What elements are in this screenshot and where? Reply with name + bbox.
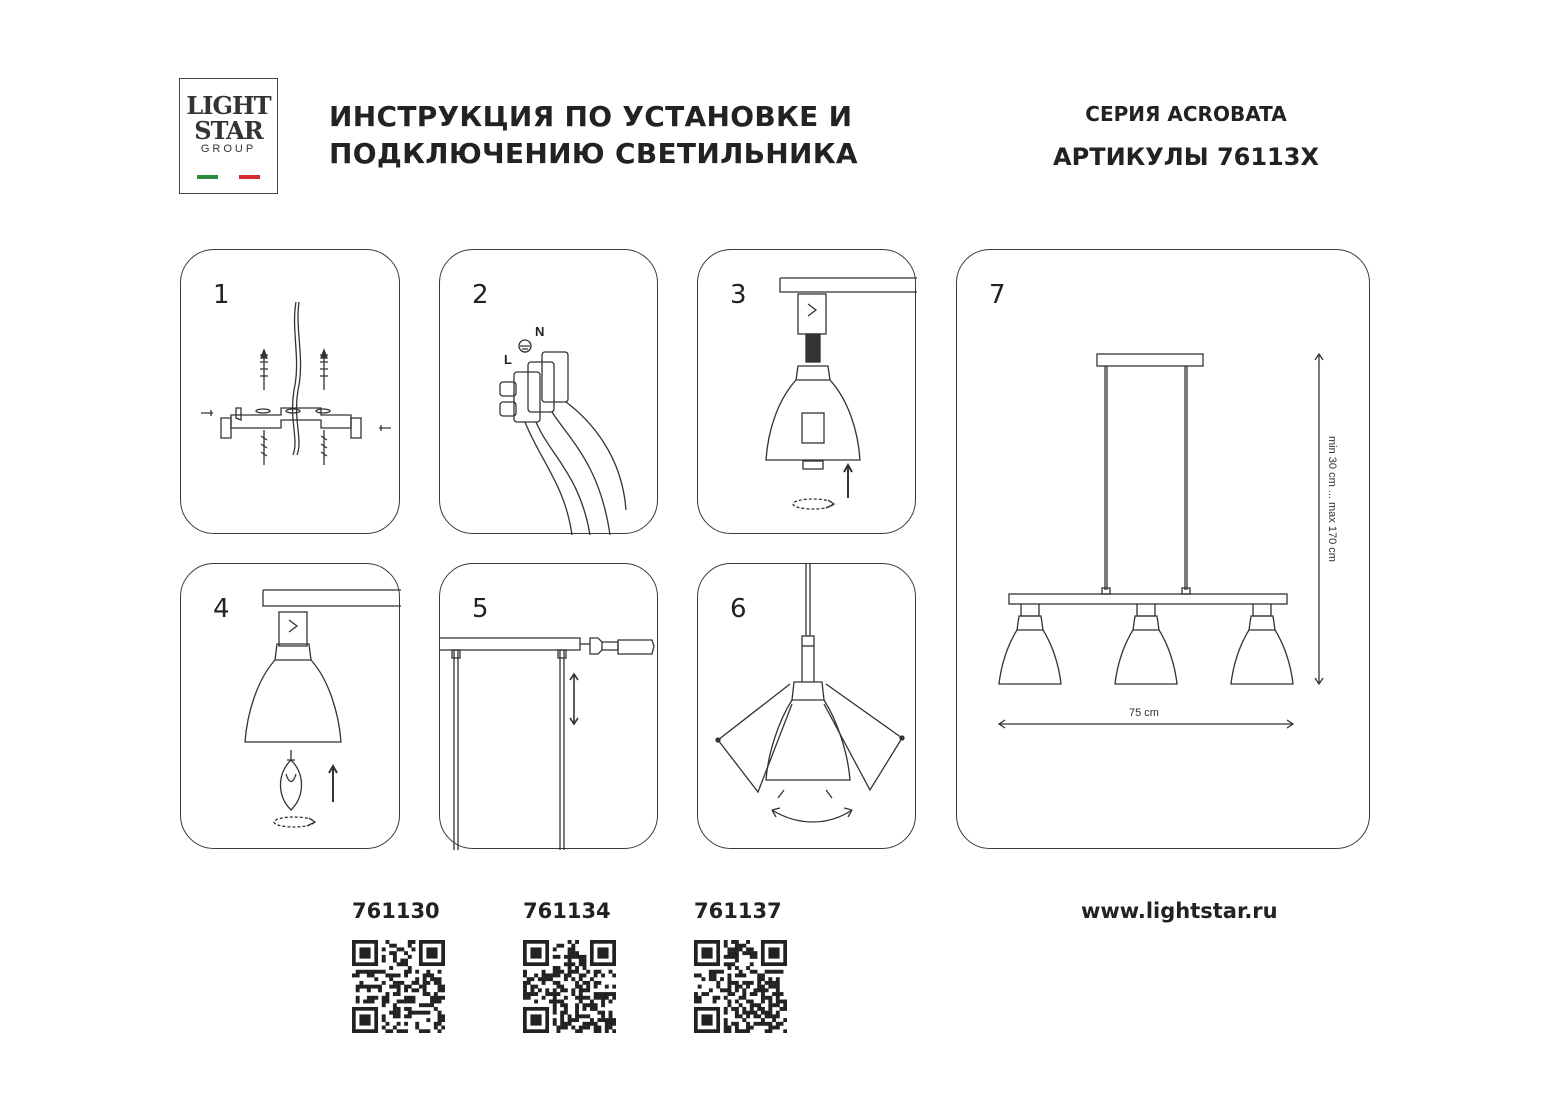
lamp-shade-left xyxy=(999,604,1061,684)
title-line1: ИНСТРУКЦИЯ ПО УСТАНОВКЕ И xyxy=(329,100,853,133)
shade-tilt-icon xyxy=(698,564,917,850)
italian-flag-icon xyxy=(197,175,260,179)
step-panel-1 xyxy=(180,249,400,534)
lamp-shade-right xyxy=(1231,604,1293,684)
live-label: L xyxy=(504,352,512,367)
step-number: 6 xyxy=(730,594,747,624)
height-dimension-label: min 30 cm ... max 170 cm xyxy=(1326,436,1338,562)
socket-install-icon xyxy=(698,250,917,535)
bulb-install-icon xyxy=(181,564,401,850)
step-number: 4 xyxy=(213,594,230,624)
neutral-label: N xyxy=(535,324,545,339)
logo-line3: GROUP xyxy=(200,143,257,155)
fixture-dimensions-icon xyxy=(957,250,1371,850)
step-panel-4 xyxy=(180,563,400,849)
step-panel-3 xyxy=(697,249,916,534)
series-label: СЕРИЯ ACROBATA xyxy=(1085,102,1287,126)
website-link[interactable]: www.lightstar.ru xyxy=(1081,899,1278,923)
document-title xyxy=(329,98,858,172)
qr-code-icon[interactable] xyxy=(352,940,445,1033)
terminal-block-icon xyxy=(440,250,659,535)
height-adjust-icon xyxy=(440,564,659,850)
lamp-shade-center xyxy=(1115,604,1177,684)
step-panel-2 xyxy=(439,249,658,534)
series-block xyxy=(1051,100,1321,174)
article-code-761130: 761130 xyxy=(352,899,440,923)
article-code-761137: 761137 xyxy=(694,899,782,923)
step-number: 7 xyxy=(989,280,1006,310)
step-number: 2 xyxy=(472,280,489,310)
qr-code-icon[interactable] xyxy=(523,940,616,1033)
step-panel-7 xyxy=(956,249,1370,849)
mounting-bracket-icon xyxy=(181,250,401,535)
step-number: 3 xyxy=(730,280,747,310)
step-panel-6 xyxy=(697,563,916,849)
article-code-761134: 761134 xyxy=(523,899,611,923)
title-line2: ПОДКЛЮЧЕНИЮ СВЕТИЛЬНИКА xyxy=(329,137,858,170)
articles-label: АРТИКУЛЫ 76113X xyxy=(1053,143,1319,171)
width-dimension-label: 75 cm xyxy=(1129,707,1159,719)
qr-code-icon[interactable] xyxy=(694,940,787,1033)
brand-logo xyxy=(179,78,278,194)
step-panel-5 xyxy=(439,563,658,849)
step-number: 5 xyxy=(472,594,489,624)
step-number: 1 xyxy=(213,280,230,310)
logo-line2: STAR xyxy=(194,116,263,145)
logo-line1: LIGHT xyxy=(186,91,271,120)
